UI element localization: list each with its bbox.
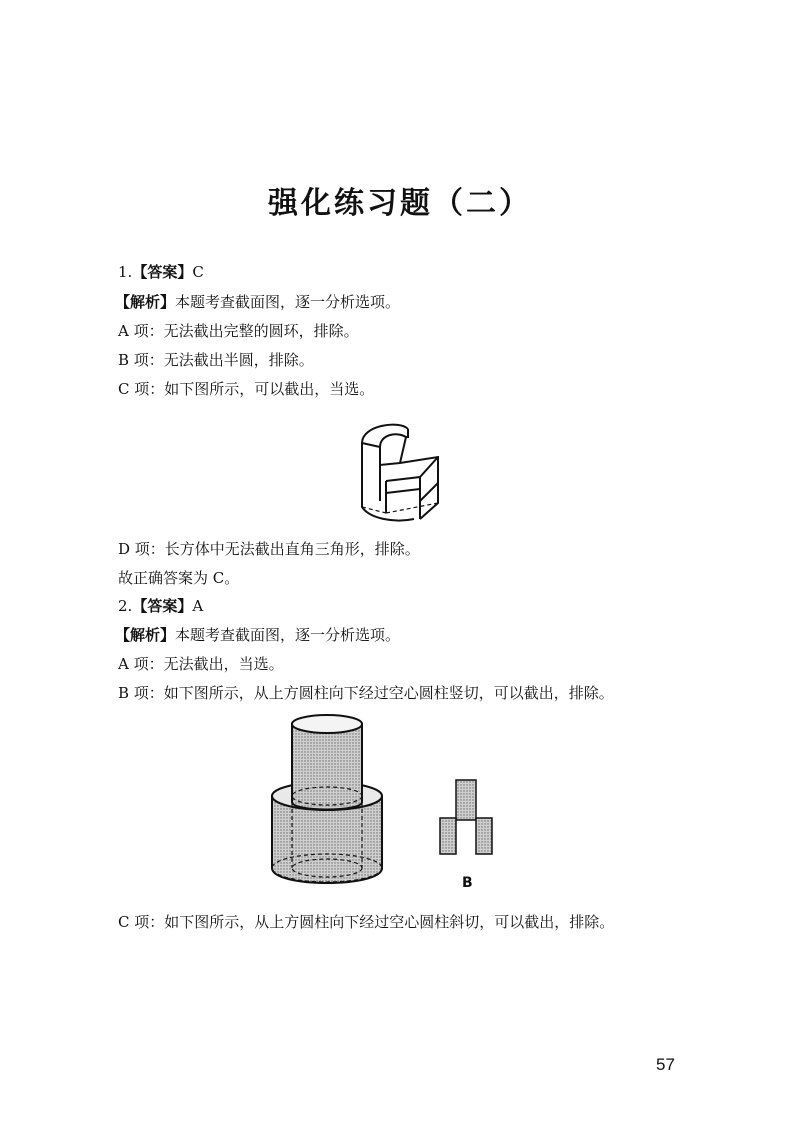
- q2-option-a: A 项：无法截出，当选。: [118, 655, 284, 673]
- section-top-block: [456, 780, 476, 820]
- section-right-block: [476, 818, 492, 854]
- inner-arc: [380, 434, 406, 447]
- upper-cylinder-top: [292, 715, 362, 733]
- q1-option-c: C 项：如下图所示，可以截出，当选。: [118, 380, 375, 398]
- q2-analysis-label: 【解析】: [115, 626, 176, 644]
- page-number: 57: [656, 1055, 675, 1074]
- q2-option-c: C 项：如下图所示，从上方圆柱向下经过空心圆柱斜切，可以截出，排除。: [118, 913, 615, 931]
- q1-option-d: D 项：长方体中无法截出直角三角形，排除。: [118, 540, 420, 558]
- q1-option-a: A 项：无法截出完整的圆环，排除。: [118, 322, 359, 340]
- q1-option-b: B 项：无法截出半圆，排除。: [118, 351, 314, 369]
- q1-analysis-line: [115, 292, 400, 312]
- q2-analysis-line: [115, 625, 400, 645]
- q2-option-b: B 项：如下图所示，从上方圆柱向下经过空心圆柱竖切，可以截出，排除。: [118, 684, 614, 702]
- q2-number: 2.: [118, 597, 133, 615]
- q1-section-figure: [350, 415, 450, 530]
- q2-cylinder-figure: [262, 712, 392, 894]
- q1-conclusion: 故正确答案为 C。: [118, 569, 240, 587]
- top-cut: [406, 429, 408, 437]
- q2-answer-line: [118, 596, 203, 616]
- q2-answer-value: A: [192, 597, 204, 615]
- q1-answer-line: [118, 262, 204, 282]
- q1-answer-label: 【答案】: [132, 263, 193, 281]
- section-left-block: [440, 818, 456, 854]
- hidden-edge-2: [386, 503, 438, 513]
- q2-answer-label: 【答案】: [132, 597, 193, 615]
- q1-analysis-text: 本题考查截面图，逐一分析选项。: [175, 293, 401, 311]
- page-title: 强化练习题（二）: [268, 186, 532, 221]
- q1-analysis-label: 【解析】: [115, 293, 176, 311]
- upper-cylinder-body: [292, 724, 362, 810]
- figure-label-b: B: [462, 875, 473, 891]
- q2-analysis-text: 本题考查截面图，逐一分析选项。: [175, 626, 401, 644]
- q1-number: 1.: [118, 263, 133, 281]
- q1-answer-value: C: [192, 263, 204, 281]
- q2-section-b-figure: [436, 778, 496, 858]
